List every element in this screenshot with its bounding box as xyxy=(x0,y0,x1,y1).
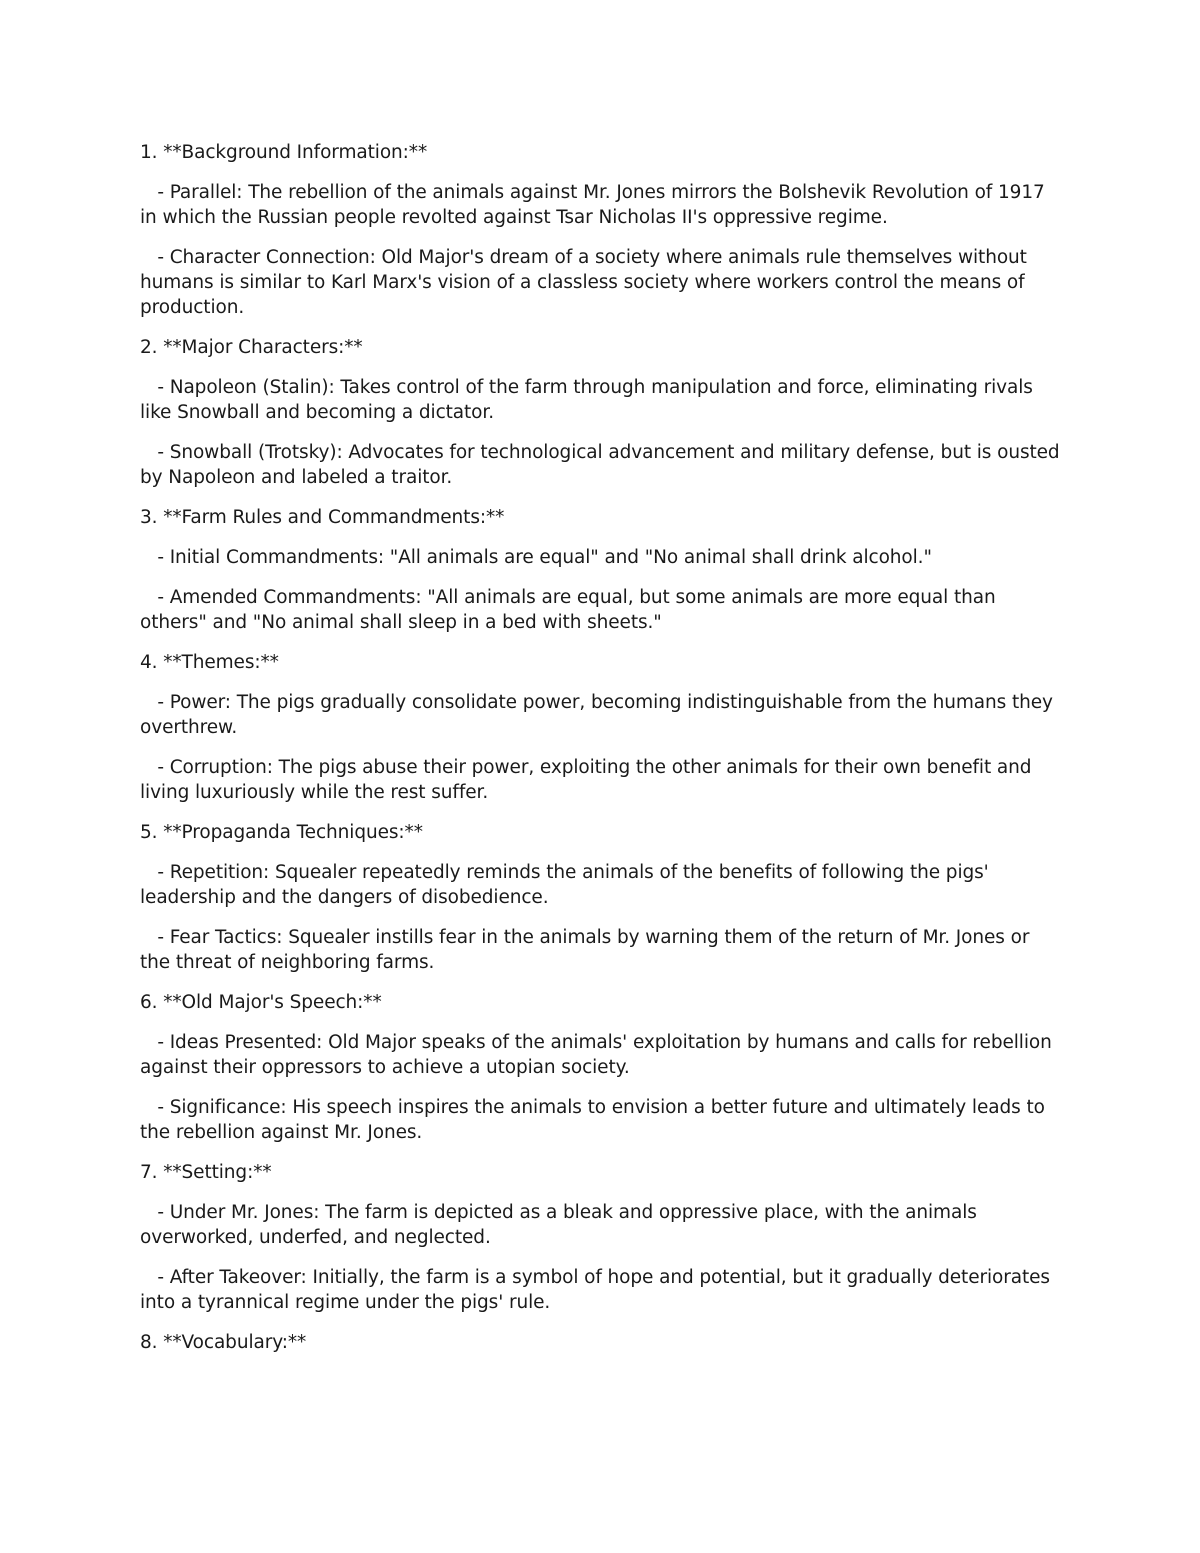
section-heading-background: 1. **Background Information:** xyxy=(140,142,428,163)
bullet-napoleon: - Napoleon (Stalin): Takes control of the farm through manipulation and force, eliminating rivals like Snowball and becoming a dictator. xyxy=(140,377,1039,423)
section-heading-vocabulary: 8. **Vocabulary:** xyxy=(140,1332,307,1353)
bullet-corruption: - Corruption: The pigs abuse their power, exploiting the other animals for their own benefit and living luxuriously while the rest suffer. xyxy=(140,757,1038,803)
bullet-snowball: - Snowball (Trotsky): Advocates for technological advancement and military defense, but is ousted by Napoleon and labeled a traitor. xyxy=(140,442,1066,488)
section-heading-setting: 7. **Setting:** xyxy=(140,1162,272,1183)
bullet-power: - Power: The pigs gradually consolidate power, becoming indistinguishable from the humans they overthrew. xyxy=(140,692,1059,738)
bullet-parallel: - Parallel: The rebellion of the animals against Mr. Jones mirrors the Bolshevik Revolution of 1917 in which the Russian people revolted against Tsar Nicholas II's oppressive regime. xyxy=(140,182,1051,228)
bullet-amended-commandments: - Amended Commandments: "All animals are equal, but some animals are more equal than others" and "No animal shall sleep in a bed with sheets." xyxy=(140,587,1002,633)
bullet-character-connection: - Character Connection: Old Major's dream of a society where animals rule themselves without humans is similar to Karl Marx's vision of a classless society where workers control the means of production. xyxy=(140,247,1033,318)
section-heading-themes: 4. **Themes:** xyxy=(140,652,279,673)
section-heading-old-major-speech: 6. **Old Major's Speech:** xyxy=(140,992,382,1013)
section-heading-farm-rules: 3. **Farm Rules and Commandments:** xyxy=(140,507,505,528)
bullet-initial-commandments: - Initial Commandments: "All animals are equal" and "No animal shall drink alcohol." xyxy=(140,547,932,568)
section-heading-propaganda: 5. **Propaganda Techniques:** xyxy=(140,822,423,843)
section-heading-major-characters: 2. **Major Characters:** xyxy=(140,337,363,358)
bullet-fear-tactics: - Fear Tactics: Squealer instills fear in the animals by warning them of the return of Mr. Jones or the threat of neighboring farms. xyxy=(140,927,1036,973)
bullet-significance: - Significance: His speech inspires the animals to envision a better future and ultimately leads to the rebellion against Mr. Jones. xyxy=(140,1097,1051,1143)
bullet-repetition: - Repetition: Squealer repeatedly reminds the animals of the benefits of following the pigs' leadership and the dangers of disobedience. xyxy=(140,862,995,908)
bullet-after-takeover: - After Takeover: Initially, the farm is a symbol of hope and potential, but it gradually deteriorates into a tyrannical regime under the pigs' rule. xyxy=(140,1267,1056,1313)
bullet-ideas-presented: - Ideas Presented: Old Major speaks of the animals' exploitation by humans and calls for rebellion against their oppressors to achieve a utopian society. xyxy=(140,1032,1058,1078)
bullet-under-mr-jones: - Under Mr. Jones: The farm is depicted as a bleak and oppressive place, with the animals overworked, underfed, and neglected. xyxy=(140,1202,983,1248)
document-page xyxy=(140,140,1065,1370)
